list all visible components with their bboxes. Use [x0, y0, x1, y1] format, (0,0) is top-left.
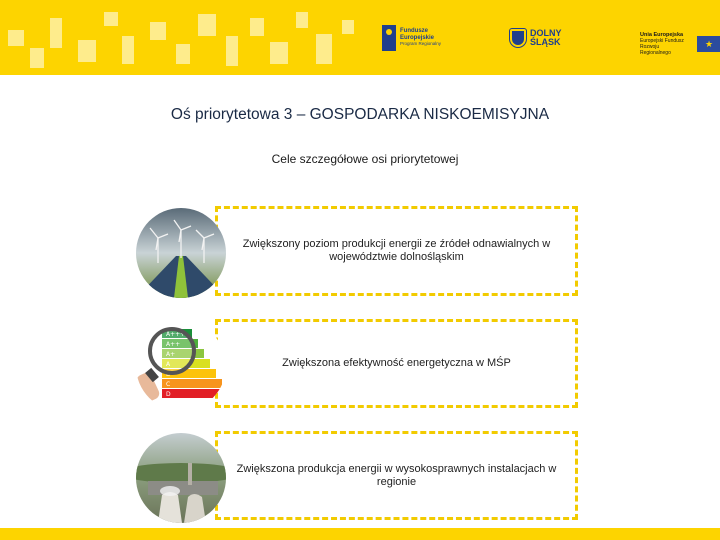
banner-pattern-square: [198, 14, 216, 36]
slide-subtitle: Cele szczegółowe osi priorytetowej: [271, 152, 459, 166]
energy-class-label: A++: [166, 341, 181, 348]
goal-box-cogeneration: [215, 431, 578, 520]
banner-pattern-square: [122, 36, 134, 64]
energy-label-image: [136, 321, 226, 411]
unia-europejska-logo: [640, 24, 720, 64]
fe-logo-subtitle: Program Regionalny: [400, 41, 442, 47]
banner-pattern-square: [250, 18, 264, 36]
power-plant-image: [136, 433, 226, 523]
goal-text: Zwiększona produkcja energii w wysokosprawnych instalacjach w regionie: [236, 462, 557, 488]
goal-box-energy-efficiency: [215, 319, 578, 408]
fundusze-europejskie-logo: [382, 18, 441, 58]
wind-solar-illustration: [136, 208, 226, 298]
banner-pattern-square: [226, 36, 238, 66]
goal-text: Zwiększony poziom produkcji energii ze źródeł odnawialnych w województwie dolnośląskim: [242, 238, 551, 263]
energy-class-label: C: [166, 381, 171, 388]
eagle-crest-icon: [510, 29, 526, 47]
energy-label-illustration: [136, 321, 226, 411]
banner-pattern-square: [296, 12, 308, 28]
banner-pattern-square: [30, 48, 44, 68]
energy-class-label: A: [166, 361, 171, 368]
ue-logo-line3: Rozwoju Regionalnego: [640, 44, 671, 56]
goal-box-renewable-energy: [215, 206, 578, 296]
eu-flag-icon: [697, 36, 720, 52]
banner-pattern-square: [78, 40, 96, 62]
banner-pattern-square: [176, 44, 190, 64]
dolny-slask-logo: [510, 18, 562, 58]
slide-title: Oś priorytetowa 3 – GOSPODARKA NISKOEMISYJNA: [170, 106, 550, 123]
energy-class-label: D: [166, 391, 171, 398]
wind-solar-image: [136, 208, 226, 298]
ue-logo-text: [640, 32, 689, 56]
ds-logo-text: [530, 29, 562, 47]
banner-pattern-square: [316, 34, 332, 64]
footer-strip: [0, 528, 720, 540]
fe-logo-text: [400, 28, 441, 48]
banner-pattern-square: [342, 20, 354, 34]
energy-class-label: A+++: [166, 331, 186, 338]
power-plant-illustration: [136, 433, 226, 523]
ue-logo-title: Unia Europejska: [640, 32, 684, 38]
banner-pattern-square: [8, 30, 24, 46]
banner-pattern-square: [270, 42, 288, 64]
fe-star-icon: [382, 25, 396, 51]
ds-logo-line2: ŚLĄSK: [530, 37, 561, 47]
fe-logo-line2: Europejskie: [400, 34, 435, 41]
banner-pattern-square: [104, 12, 118, 26]
energy-class-label: A+: [166, 351, 176, 358]
banner-pattern-square: [150, 22, 166, 40]
goal-text: Zwiększona efektywność energetyczna w MŚP: [282, 357, 511, 369]
fe-logo-line1: Fundusze: [400, 28, 428, 35]
ue-logo-line2: Europejski Fundusz: [640, 38, 684, 44]
banner-pattern-square: [50, 18, 62, 48]
header-banner: [0, 0, 720, 75]
ds-logo-line1: DOLNY: [530, 28, 562, 38]
energy-class-label: B: [166, 371, 171, 378]
slide-subtitle-wrap: [0, 152, 720, 166]
